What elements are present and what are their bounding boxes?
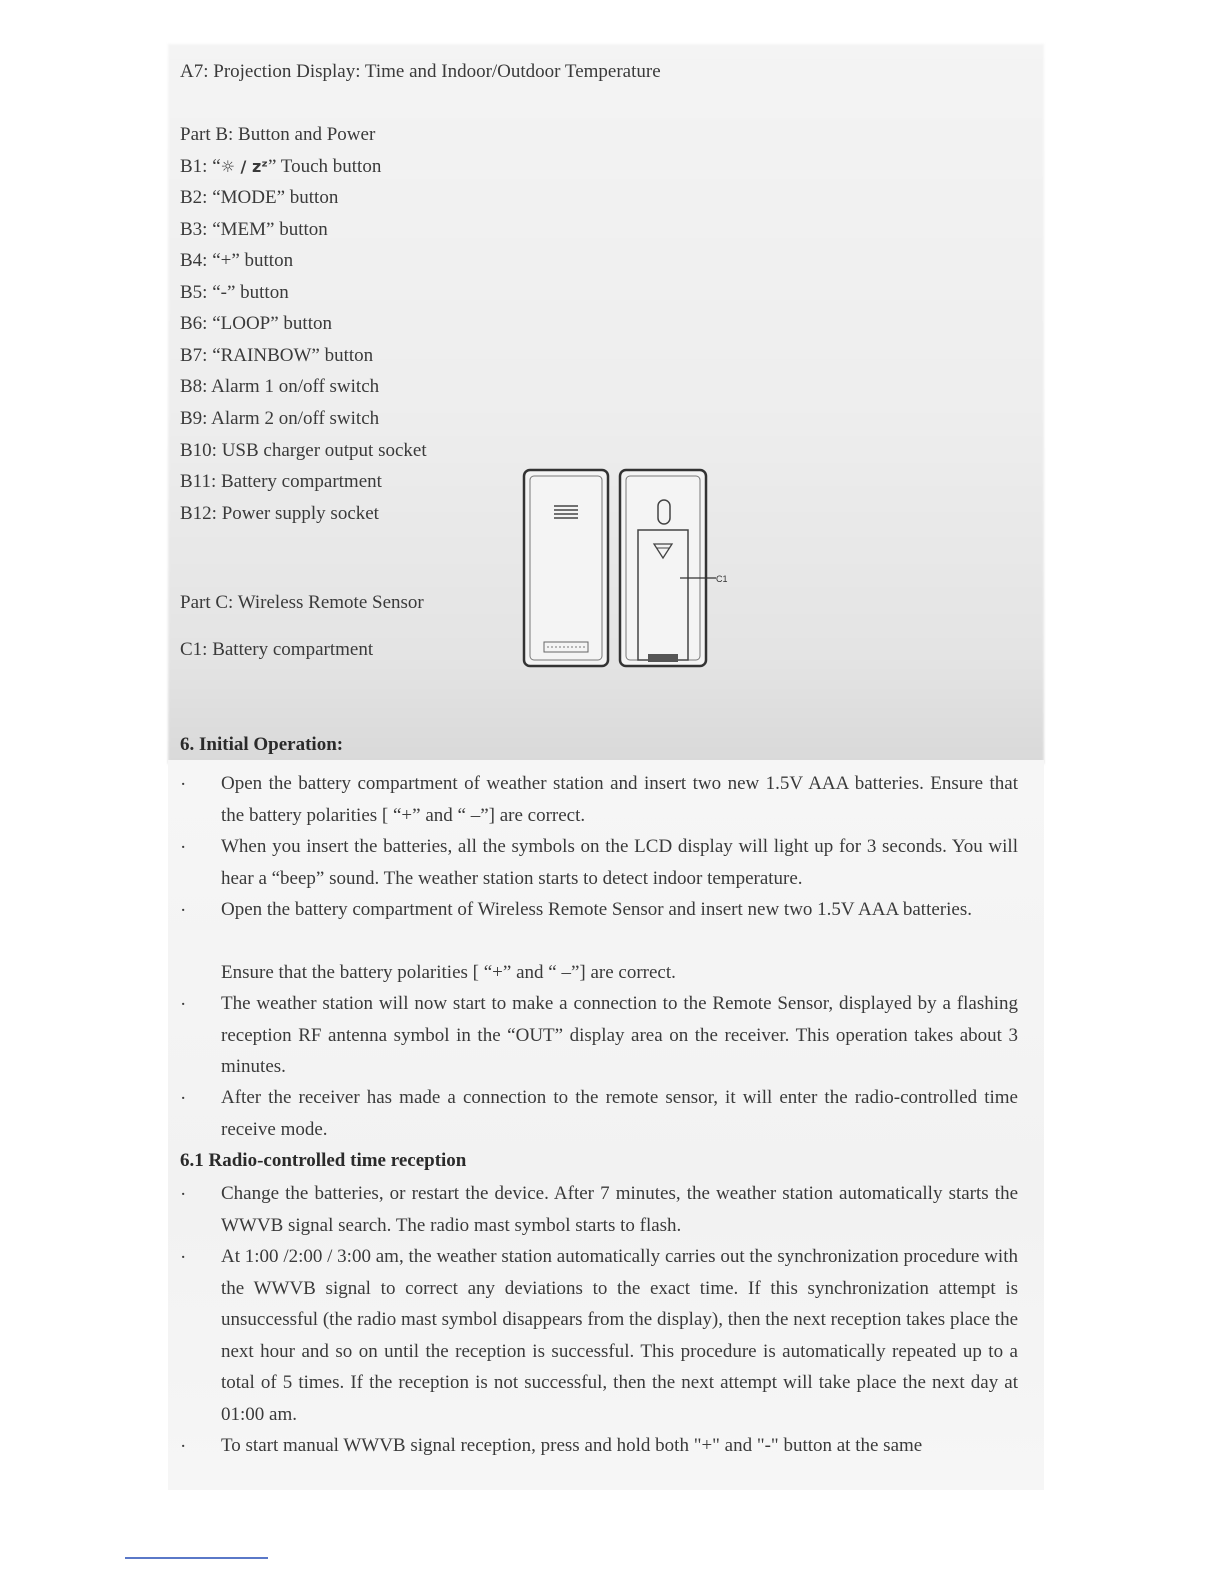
c1-line: C1: Battery compartment — [180, 639, 374, 660]
paragraph: Open the battery compartment of Wireless Remote Sensor and insert new two 1.5V AAA batteries. — [221, 899, 972, 920]
b11-line: B11: Battery compartment — [180, 471, 382, 492]
b2-line: B2: “MODE” button — [180, 187, 339, 208]
bullet: · — [180, 900, 187, 921]
paragraph: After the receiver has made a connection to the remote sensor, it will enter the radio-controlled time receive mode. — [221, 1087, 1018, 1140]
paragraph: When you insert the batteries, all the symbols on the LCD display will light up for 3 seconds. You will hear a “beep” sound. The weather station starts to detect indoor temperature. — [221, 836, 1018, 889]
part-b-title: Part B: Button and Power — [180, 124, 376, 145]
part-c-title: Part C: Wireless Remote Sensor — [180, 592, 424, 613]
c1-diagram-label: C1 — [716, 574, 728, 584]
sun-sleep-icon: ☼ / zᶻ — [220, 157, 268, 176]
b6-line: B6: “LOOP” button — [180, 313, 332, 334]
b1-prefix: B1: “ — [180, 156, 221, 177]
bullet: · — [180, 837, 187, 858]
b12-line: B12: Power supply socket — [180, 503, 379, 524]
b8-line: B8: Alarm 1 on/off switch — [180, 376, 380, 397]
bullet: · — [180, 1436, 187, 1457]
b4-line: B4: “+” button — [180, 250, 294, 271]
paragraph: To start manual WWVB signal reception, press and hold both "+" and "-" button at the same — [221, 1435, 923, 1456]
bullet: · — [180, 774, 187, 795]
bullet: · — [180, 1247, 187, 1268]
paragraph: Change the batteries, or restart the device. After 7 minutes, the weather station automatically starts the WWVB signal search. The radio mast symbol starts to flash. — [221, 1183, 1018, 1236]
bullet: · — [180, 1088, 187, 1109]
sensor-back-view — [620, 470, 716, 666]
section-6-heading: 6. Initial Operation: — [180, 734, 344, 755]
paragraph: At 1:00 /2:00 / 3:00 am, the weather station automatically carries out the synchronization procedure with the WWVB signal to correct any deviations to the exact time. If this synchronization attempt is unsuccessful (the radio mast symbol disappears from the display), then the next reception takes place the next hour and so on until the reception is successful. This procedure is automatically repeated up to a total of 5 times. If the reception is not successful, then the next attempt will take place the next day at 01:00 am. — [221, 1246, 1018, 1425]
b3-line: B3: “MEM” button — [180, 219, 328, 240]
b1-suffix: ” Touch button — [267, 156, 382, 177]
footnote-divider — [125, 1557, 268, 1559]
b5-line: B5: “-” button — [180, 282, 289, 303]
bullet: · — [180, 994, 187, 1015]
b7-line: B7: “RAINBOW” button — [180, 345, 374, 366]
paragraph: Ensure that the battery polarities [ “+” and “ –”] are correct. — [221, 962, 676, 983]
section-6-1-heading: 6.1 Radio-controlled time reception — [180, 1150, 467, 1171]
b10-line: B10: USB charger output socket — [180, 440, 427, 461]
remote-sensor-diagram — [520, 466, 740, 672]
paragraph: Open the battery compartment of weather station and insert two new 1.5V AAA batteries. Ensure that the battery polarities [ “+” and “ –”] are correct. — [221, 773, 1018, 826]
b1-line — [180, 155, 381, 179]
paragraph: The weather station will now start to make a connection to the Remote Sensor, displayed by a flashing reception RF antenna symbol in the “OUT” display area on the receiver. This operation takes about 3 minutes. — [221, 993, 1018, 1077]
b9-line: B9: Alarm 2 on/off switch — [180, 408, 380, 429]
bullet: · — [180, 1184, 187, 1205]
sensor-front-view — [524, 470, 608, 666]
projection-display-line: A7: Projection Display: Time and Indoor/Outdoor Temperature — [180, 61, 661, 82]
